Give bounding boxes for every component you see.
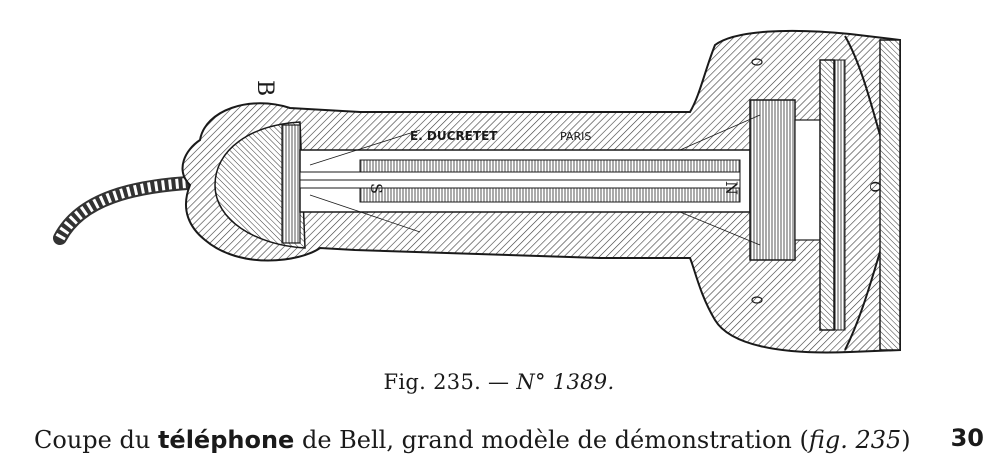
coil [750,100,795,260]
desc-keyword: téléphone [157,426,295,454]
desc-prefix: Coupe du [34,426,151,454]
desc-suffix: ) [901,426,911,454]
maker-city: PARIS [560,130,592,143]
label-s: S [367,183,386,194]
figure-caption [0,370,998,394]
diaphragm [820,60,834,330]
figure-label: Fig. 235. — [383,370,510,394]
desc-middle: de Bell, grand modèle de démonstration ( [301,426,809,454]
desc-fig-ref: fig. 235 [808,426,902,454]
label-b: B [252,80,277,97]
item-description [34,426,984,454]
label-o: O [866,181,882,193]
catalog-number: N° 1389. [516,370,615,394]
price: 30 [950,424,984,452]
label-n: N [722,181,741,195]
maker-mark: E. DUCRETET [410,129,498,143]
